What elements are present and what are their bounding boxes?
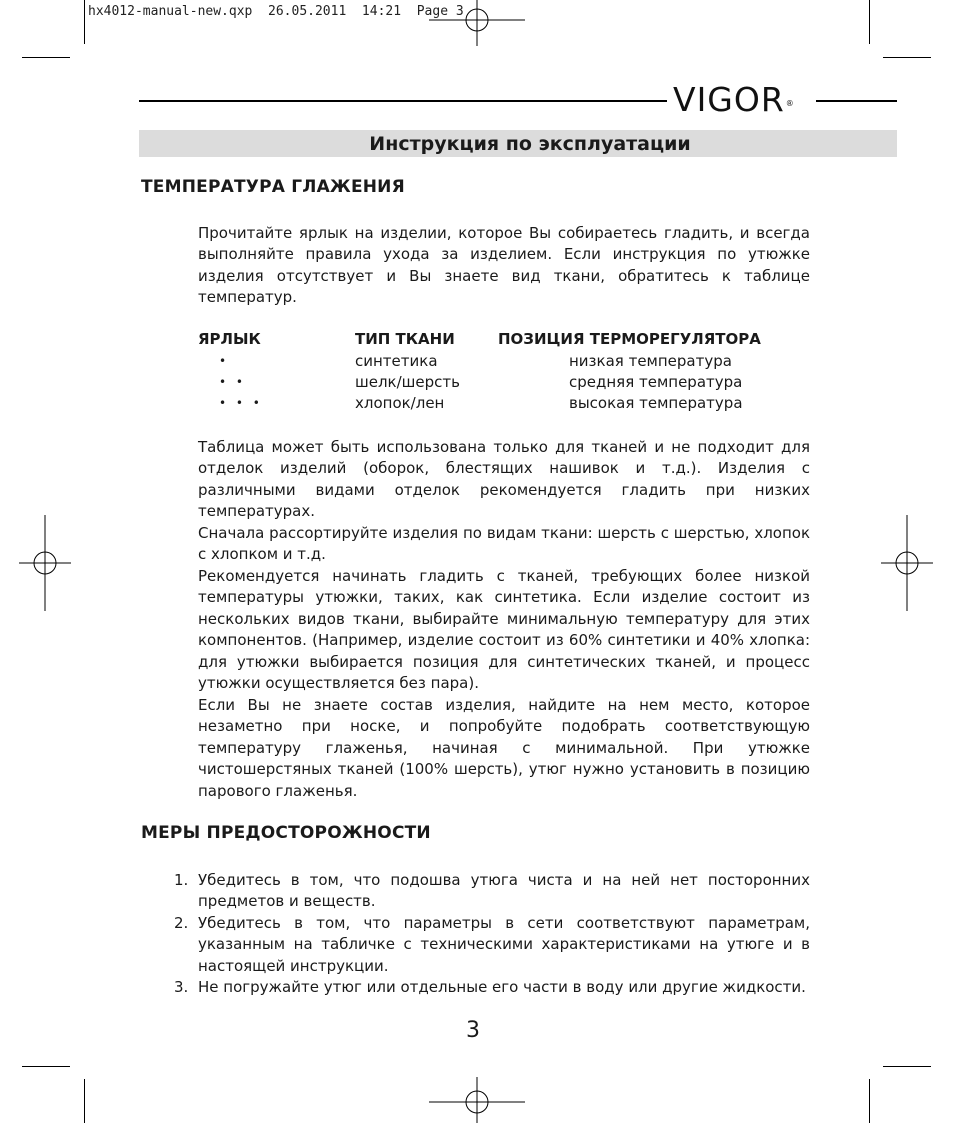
registration-mark-icon [429,1077,525,1123]
header-rule [139,100,667,102]
body-paragraph: Рекомендуется начинать гладить с тканей, требующих более низкой температуры утюжки, таких, как синтетика. Если изделие состоит из нескольких видов ткани, выбирайте минимальную температуру для этих компонентов. (Например, изделие состоит из 60% синтетики и 40% хлопка: для утюжки выбирается позиция для синтетических тканей, и процесс утюжки осуществляется без пара). [198,567,810,693]
crop-mark [84,1079,85,1123]
crop-mark [883,57,931,58]
table-header-fabric: ТИП ТКАНИ [355,330,455,348]
section-heading-precautions: МЕРЫ ПРЕДОСТОРОЖНОСТИ [141,823,431,843]
body-paragraph: Если Вы не знаете состав изделия, найдите на нем место, которое незаметно при носке, и попробуйте подобрать соответствующую температуру глаженья, начиная с минимальной. При утюжке чистошерстяных тканей (100% шерсть), утюг нужно установить в позицию парового глаженья. [198,696,810,800]
table-cell-position: средняя температура [569,373,743,391]
body-paragraph: Сначала рассортируйте изделия по видам ткани: шерсть с шерстью, хлопок с хлопком и т.д. [198,524,810,564]
list-item [172,977,810,998]
registration-mark-icon [881,515,933,611]
precautions-list [172,870,810,998]
crop-mark [883,1066,931,1067]
registration-mark-icon [19,515,71,611]
list-item [172,870,810,913]
registered-mark: ® [785,99,795,108]
crop-mark [869,0,870,44]
table-cell-position: низкая температура [569,352,732,370]
table-cell-label: • • [219,375,246,389]
list-item-number: 3. [174,978,189,997]
list-item [172,913,810,977]
section-heading-ironing-temperature: ТЕМПЕРАТУРА ГЛАЖЕНИЯ [141,177,405,197]
list-item-text: Убедитесь в том, что параметры в сети соответствуют параметрам, указанным на табличке с техническими характеристиками на утюге и в настоящей инструкции. [198,913,810,975]
list-item-text: Не погружайте утюг или отдельные его части в воду или другие жидкости. [198,978,806,997]
crop-mark [869,1079,870,1123]
table-cell-fabric: синтетика [355,352,438,370]
print-header: hx4012-manual-new.qxp 26.05.2011 14:21 Page 3 [88,4,464,19]
table-cell-position: высокая температура [569,394,743,412]
table-header-position: ПОЗИЦИЯ ТЕРМОРЕГУЛЯТОРА [498,330,761,348]
table-cell-label: • • • [219,396,263,410]
crop-mark [84,0,85,44]
list-item-text: Убедитесь в том, что подошва утюга чиста и на ней нет посторонних предметов и веществ. [198,871,810,911]
logo-text: VIGOR [673,80,785,119]
table-header-label: ЯРЛЫК [198,330,261,348]
body-paragraph: Таблица может быть использована только для тканей и не подходит для отделок изделий (оборок, блестящих нашивок и т.д.). Изделия с различными видами отделок рекомендуется гладить при низких температурах. [198,438,810,521]
brand-logo [673,80,795,120]
page-number: 3 [466,1018,480,1043]
list-item-number: 1. [174,871,189,889]
table-cell-fabric: шелк/шерсть [355,373,460,391]
header-rule [816,100,897,102]
intro-paragraph: Прочитайте ярлык на изделии, которое Вы собираетесь гладить, и всегда выполняйте правила ухода за изделием. Если инструкция по утюжке изделия отсутствует и Вы знаете вид ткани, обратитесь к таблице температур. [198,224,810,307]
title-banner [139,130,897,157]
table-cell-label: • [219,354,230,368]
table-cell-fabric: хлопок/лен [355,394,445,412]
list-item-number: 2. [174,913,189,932]
crop-mark [22,57,70,58]
page-title: Инструкция по эксплуатации [369,132,691,155]
crop-mark [22,1066,70,1067]
registration-mark-icon [429,0,525,46]
